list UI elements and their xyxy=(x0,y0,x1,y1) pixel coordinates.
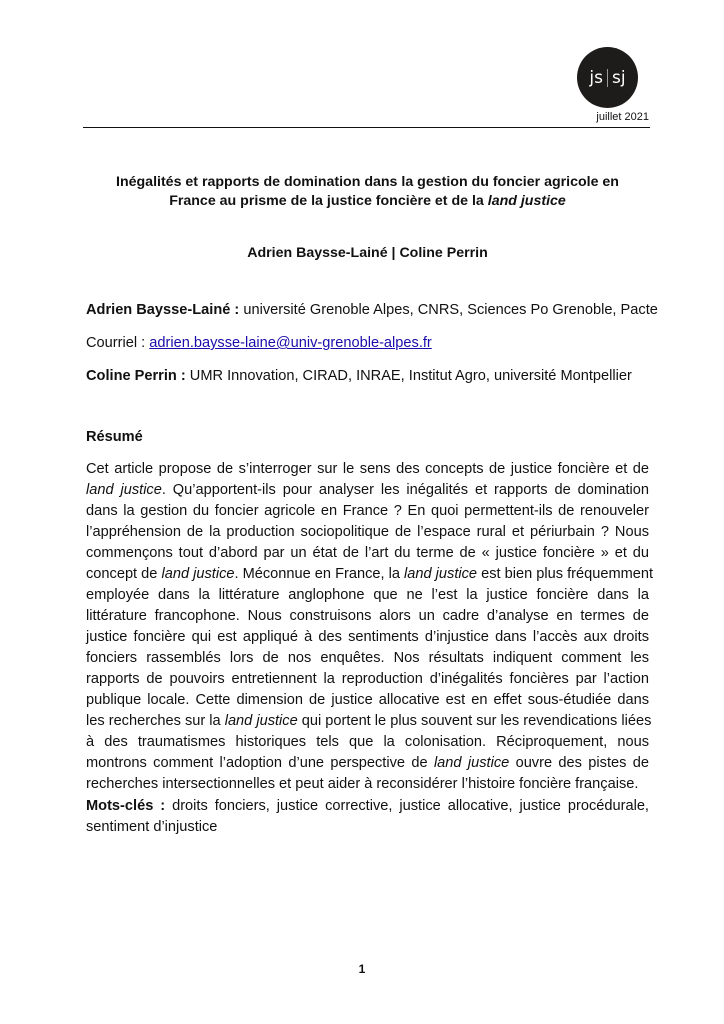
abstract-text: rapports de pouvoirs entretiennent la reproduction d’inégalités foncières par l’action xyxy=(86,671,649,687)
abstract-line xyxy=(86,564,654,585)
author-2-name: Coline Perrin : xyxy=(86,368,186,384)
abstract-text: qui portent le plus souvent sur les revendications liées xyxy=(297,713,652,729)
abstract-line xyxy=(86,753,649,774)
abstract-line xyxy=(86,501,649,522)
italic-term: land justice xyxy=(404,566,478,582)
abstract-text: montrons comment l’adoption d’une perspective de xyxy=(86,755,434,771)
abstract-text: ouvre des pistes de xyxy=(509,755,649,771)
abstract-text: justice foncière qui est appliqué à des sentiments d’injustice dans l’accès aux droits xyxy=(86,629,649,645)
title-line-1: Inégalités et rapports de domination dans la gestion du foncier agricole en xyxy=(116,174,619,190)
abstract-line xyxy=(86,774,649,795)
abstract-line xyxy=(86,585,649,606)
journal-logo xyxy=(577,47,638,108)
abstract-line xyxy=(86,543,649,564)
title-line-2-text: France au prisme de la justice foncière et de la xyxy=(169,193,488,209)
abstract-line xyxy=(86,648,649,669)
abstract-text: les recherches sur la xyxy=(86,713,225,729)
email-link[interactable]: adrien.baysse-laine@univ-grenoble-alpes.fr xyxy=(149,335,432,351)
logo-text-right: sj xyxy=(612,67,626,88)
affiliation-author-2 xyxy=(86,368,656,384)
abstract-text: dans la gestion du foncier agricole en France ? En quoi permettent-ils de renouveler xyxy=(86,503,649,519)
affiliation-author-1 xyxy=(86,302,656,318)
keywords-text-1: droits fonciers, justice corrective, justice allocative, justice procédurale, xyxy=(165,798,649,814)
abstract-line xyxy=(86,606,649,627)
title-line-2 xyxy=(86,192,649,211)
authors-line: Adrien Baysse-Lainé | Coline Perrin xyxy=(247,245,488,261)
abstract-text: commençons tout d’abord par un état de l’art du terme de « justice foncière » et du xyxy=(86,545,649,561)
abstract-text: fonciers rassemblés lors de nos enquêtes. Nos résultats indiquent comment les xyxy=(86,650,649,666)
abstract-line xyxy=(86,627,649,648)
abstract-text: . Qu’apportent-ils pour analyser les inégalités et rapports de domination xyxy=(161,482,649,498)
abstract-text: employée dans la littérature anglophone que ne l’est la justice foncière dans la xyxy=(86,587,649,603)
abstract-heading: Résumé xyxy=(86,429,143,445)
page-number: 1 xyxy=(358,962,366,976)
article-title xyxy=(86,173,649,211)
abstract-text: littérature francophone. Nous construisons alors un cadre d’analyse en termes de xyxy=(86,608,649,624)
issue-date: juillet 2021 xyxy=(596,111,649,123)
author-1-name: Adrien Baysse-Lainé : xyxy=(86,302,240,318)
abstract-text: est bien plus fréquemment xyxy=(477,566,654,582)
italic-term: land justice xyxy=(86,482,162,498)
abstract-line xyxy=(86,732,649,753)
title-italic-term: land justice xyxy=(487,193,566,209)
logo-separator xyxy=(607,69,608,87)
header-rule xyxy=(83,127,650,128)
abstract-line xyxy=(86,459,649,480)
keywords xyxy=(86,796,649,838)
abstract-text: concept de xyxy=(86,566,162,582)
keywords-line-1 xyxy=(86,796,649,817)
abstract-text: l’appréhension de la production sociopolitique de l’espace rural et périurbain ? Nous xyxy=(86,524,649,540)
abstract-text: recherches intersectionnelles et peut aider à reconsidérer l’histoire foncière française. xyxy=(86,776,639,792)
abstract-text: Cet article propose de s’interroger sur le sens des concepts de justice foncière et de xyxy=(86,461,649,477)
abstract-text: . Méconnue en France, la xyxy=(234,566,405,582)
abstract-body xyxy=(86,459,654,795)
italic-term: land justice xyxy=(224,713,298,729)
keywords-label: Mots-clés : xyxy=(86,798,166,814)
author-2-affiliation: UMR Innovation, CIRAD, INRAE, Institut Agro, université Montpellier xyxy=(185,368,632,384)
italic-term: land justice xyxy=(161,566,235,582)
email-line xyxy=(86,335,656,351)
author-1-affiliation: université Grenoble Alpes, CNRS, Sciences Po Grenoble, Pacte xyxy=(239,302,658,318)
abstract-line xyxy=(86,480,649,501)
keywords-line-2: sentiment d’injustice xyxy=(86,819,218,835)
abstract-line xyxy=(86,711,652,732)
abstract-text: à des traumatismes historiques tels que la colonisation. Réciproquement, nous xyxy=(86,734,649,750)
abstract-text: publique locale. Cette dimension de justice allocative est en effet sous-étudiée dans xyxy=(86,692,649,708)
email-label: Courriel : xyxy=(86,335,150,351)
abstract-line xyxy=(86,522,649,543)
logo-text-left: js xyxy=(589,67,603,88)
italic-term: land justice xyxy=(433,755,510,771)
abstract-line xyxy=(86,690,649,711)
abstract-line xyxy=(86,669,649,690)
